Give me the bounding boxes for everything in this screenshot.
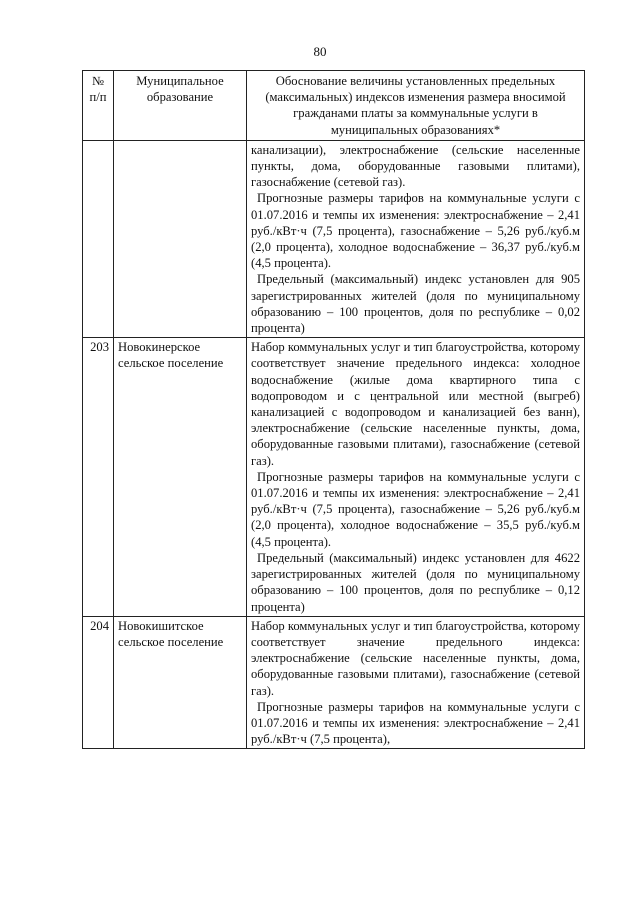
table-row xyxy=(83,616,585,749)
municipality-name: Новокишитское сельское поселение xyxy=(114,616,247,749)
paragraph: канализации), электроснабжение (сельские населенные пункты, дома, оборудованные газовыми плитами), газоснабжение (сетевой газ). xyxy=(251,142,580,190)
tariff-index-table xyxy=(82,70,585,749)
paragraph: Набор коммунальных услуг и тип благоустройства, которому соответствует значение предельного индекса: холодное водоснабжение (жилые дома квартирного типа с водопроводом и с центральной или местной (выгреб) канализацией с водопроводом и канализацией без ванн), электроснабжение (сельские населенные пункты, дома, оборудованные газовыми плитами), газоснабжение (сетевой газ). xyxy=(251,340,580,468)
justification-cell xyxy=(247,616,585,749)
municipality-name xyxy=(114,140,247,337)
paragraph: Предельный (максимальный) индекс установлен для 4622 зарегистрированных жителей (доля по муниципальному образованию – 100 процентов, доля по республике – 0,12 процента) xyxy=(251,550,580,614)
header-num: № п/п xyxy=(83,71,114,141)
table-header-row xyxy=(83,71,585,141)
paragraph: Прогнозные размеры тарифов на коммунальные услуги с 01.07.2016 и темпы их изменения: электроснабжение – 2,41 руб./кВт·ч (7,5 процента), xyxy=(251,699,580,747)
paragraph: Предельный (максимальный) индекс установлен для 905 зарегистрированных жителей (доля по муниципальному образованию – 100 процентов, доля по республике – 0,02 процента) xyxy=(251,272,580,336)
row-number xyxy=(83,140,114,337)
row-number: 203 xyxy=(83,338,114,616)
row-number: 204 xyxy=(83,616,114,749)
justification-cell xyxy=(247,338,585,616)
table-row xyxy=(83,338,585,616)
table-row xyxy=(83,140,585,337)
paragraph: Прогнозные размеры тарифов на коммунальные услуги с 01.07.2016 и темпы их изменения: электроснабжение – 2,41 руб./кВт·ч (7,5 процента), газоснабжение – 5,26 руб./куб.м (2,0 процента), холодное водоснабжение – 36,37 руб./куб.м (4,5 процента). xyxy=(251,191,580,271)
municipality-name: Новокинерское сельское поселение xyxy=(114,338,247,616)
header-justification: Обоснование величины установленных предельных (максимальных) индексов изменения размера вносимой гражданами платы за коммунальные услуги в муниципальных образованиях* xyxy=(247,71,585,141)
paragraph: Набор коммунальных услуг и тип благоустройства, которому соответствует значение предельного индекса: электроснабжение (сельские населенные пункты, дома, оборудованные газовыми плитами), газоснабжение (сетевой газ). xyxy=(251,618,580,698)
page-number: 80 xyxy=(313,44,327,59)
paragraph: Прогнозные размеры тарифов на коммунальные услуги с 01.07.2016 и темпы их изменения: электроснабжение – 2,41 руб./кВт·ч (7,5 процента), газоснабжение – 5,26 руб./куб.м (2,0 процента), холодное водоснабжение – 35,5 руб./куб.м (4,5 процента). xyxy=(251,469,580,549)
justification-cell xyxy=(247,140,585,337)
header-municipality: Муниципальное образование xyxy=(114,71,247,141)
